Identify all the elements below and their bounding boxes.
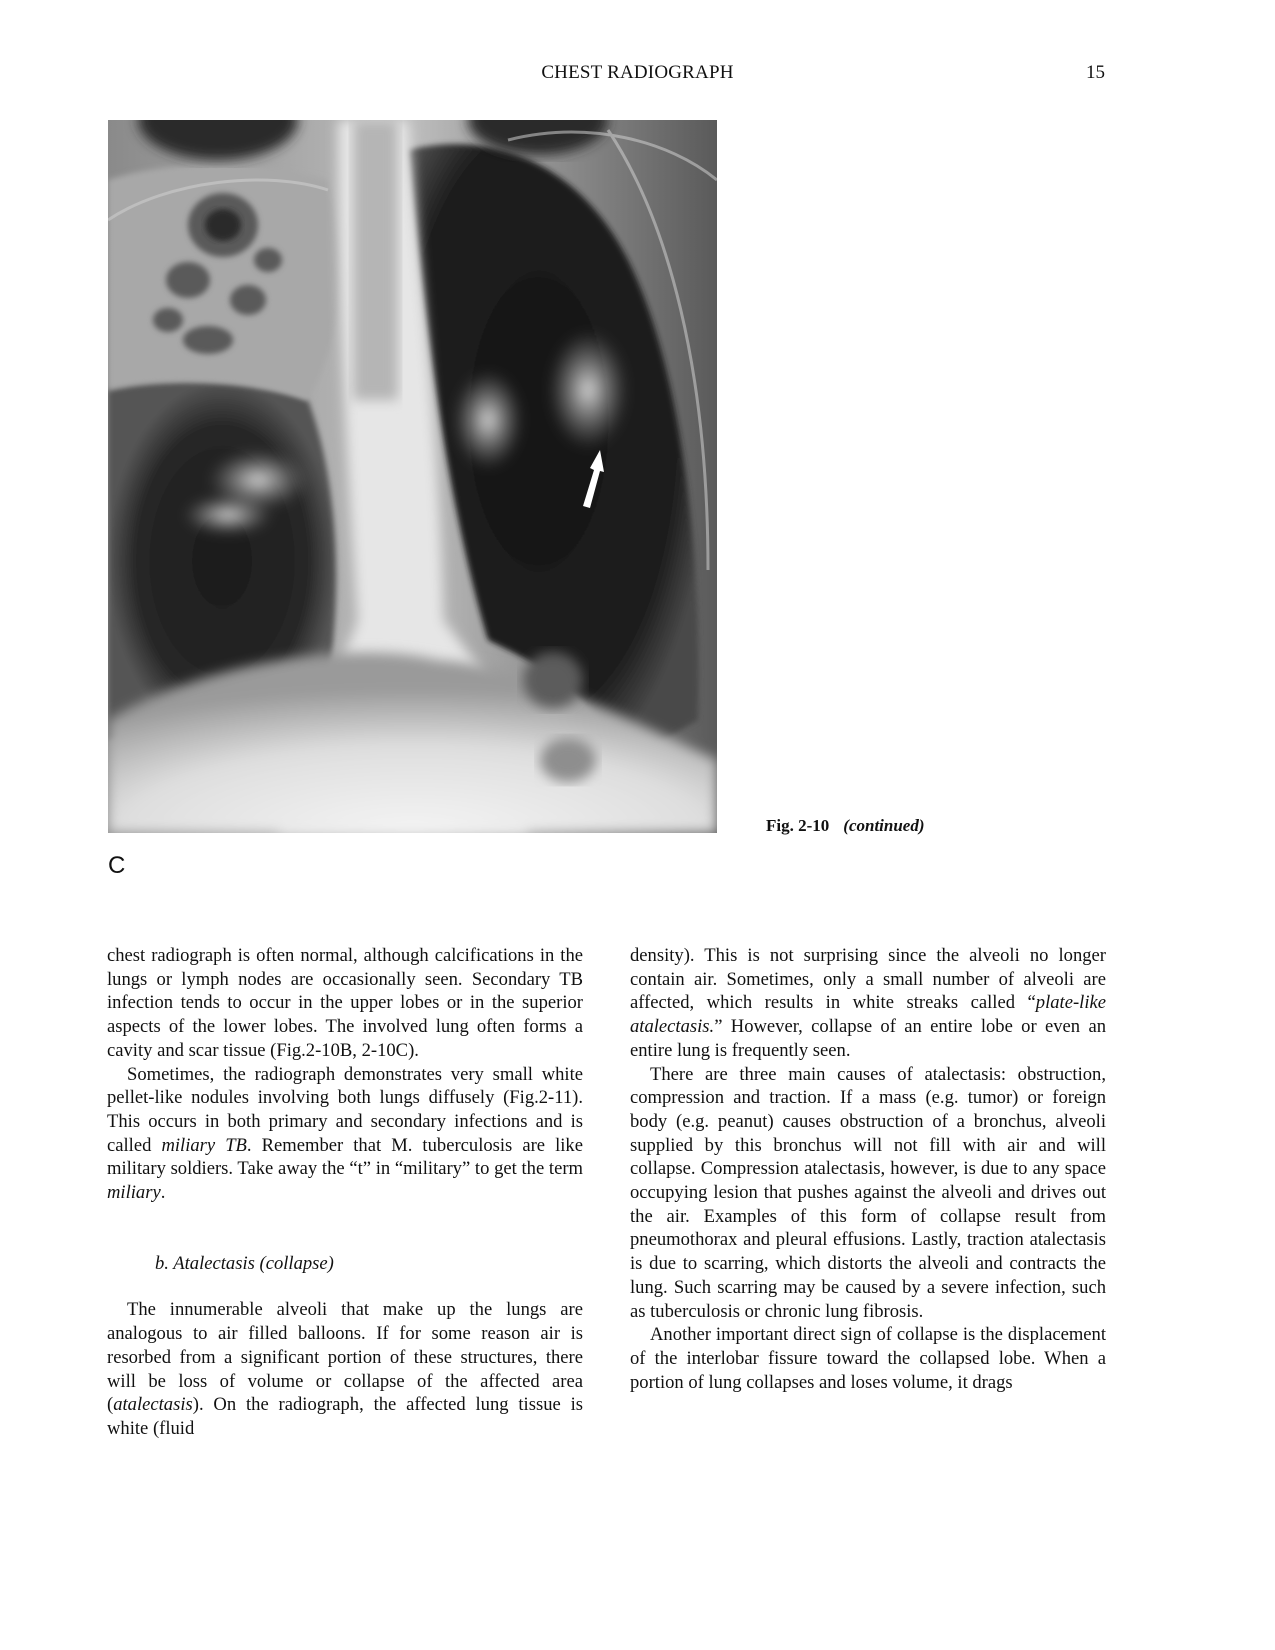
right-text-column: [630, 944, 1106, 1394]
italic-term: miliary: [107, 1182, 161, 1204]
caption-continued: (continued): [843, 816, 925, 835]
italic-term: plate-like atalectasis.: [630, 992, 1106, 1038]
text-run: . Remember that M. tuberculosis are like military soldiers. Take away the “t” in “military” to get the term: [107, 1134, 583, 1180]
section-heading: b. Atalectasis (collapse): [155, 1252, 334, 1274]
paragraph: chest radiograph is often normal, although calcifications in the lungs or lymph nodes are occasionally seen. Secondary TB infection tends to occur in the upper lobes or in the superior aspects of the lower lobes. The involved lung often forms a cavity and scar tissue (Fig.2-10B, 2-10C).: [107, 945, 583, 1061]
page-number: 15: [1086, 62, 1105, 83]
text-run: Sometimes, the radiograph demonstrates very small white pellet-like nodules involving both lungs diffusely (Fig.2-11). This occurs in both primary and secondary infections and is called: [107, 1063, 583, 1156]
left-text-column: [107, 944, 583, 1441]
chest-xray-image: [108, 120, 717, 833]
text-run: The innumerable alveoli that make up the lungs are analogous to air filled balloons. If for some reason air is resorbed from a significant portion of these structures, there will be loss of volume or collapse of the affected area (: [107, 1299, 583, 1416]
paragraph: There are three main causes of atalectasis: obstruction, compression and traction. If a mass (e.g. tumor) or foreign body (e.g. peanut) causes obstruction of a bronchus, alveoli supplied by this bronchus will not fill with air and will collapse. Compression atalectasis, however, is due to any space occupying lesion that pushes against the alveoli and drives out the air. Examples of this form of collapse result from pneumothorax and pleural effusions. Lastly, traction atalectasis is due to scarring, which distorts the alveoli and contracts the lung. Such scarring may be caused by a severe infection, such as tuberculosis or chronic lung fibrosis.: [630, 1063, 1106, 1322]
text-run: .: [160, 1182, 166, 1204]
figure-caption: [766, 816, 925, 836]
paragraph: [107, 1298, 583, 1440]
figure-panel-letter: C: [108, 852, 126, 879]
paragraph: [107, 1063, 583, 1205]
italic-term: atalectasis: [113, 1394, 193, 1416]
paragraph: [630, 944, 1106, 1063]
italic-term: miliary TB: [161, 1134, 247, 1156]
text-run: density). This is not surprising since the alveoli no longer contain air. Sometimes, only a small number of alveoli are affected, which results in white streaks called “: [630, 945, 1106, 1014]
caption-figure-number: Fig. 2-10: [766, 816, 830, 835]
chest-radiograph-figure: [108, 120, 717, 833]
running-head: CHEST RADIOGRAPH: [541, 62, 734, 83]
text-run: ” However, collapse of an entire lobe or even an entire lung is frequently seen.: [630, 1016, 1106, 1061]
text-run: ). On the radiograph, the affected lung tissue is white (fluid: [107, 1394, 583, 1439]
paragraph: Another important direct sign of collapse is the displacement of the interlobar fissure toward the collapsed lobe. When a portion of lung collapses and loses volume, it drags: [630, 1324, 1106, 1393]
